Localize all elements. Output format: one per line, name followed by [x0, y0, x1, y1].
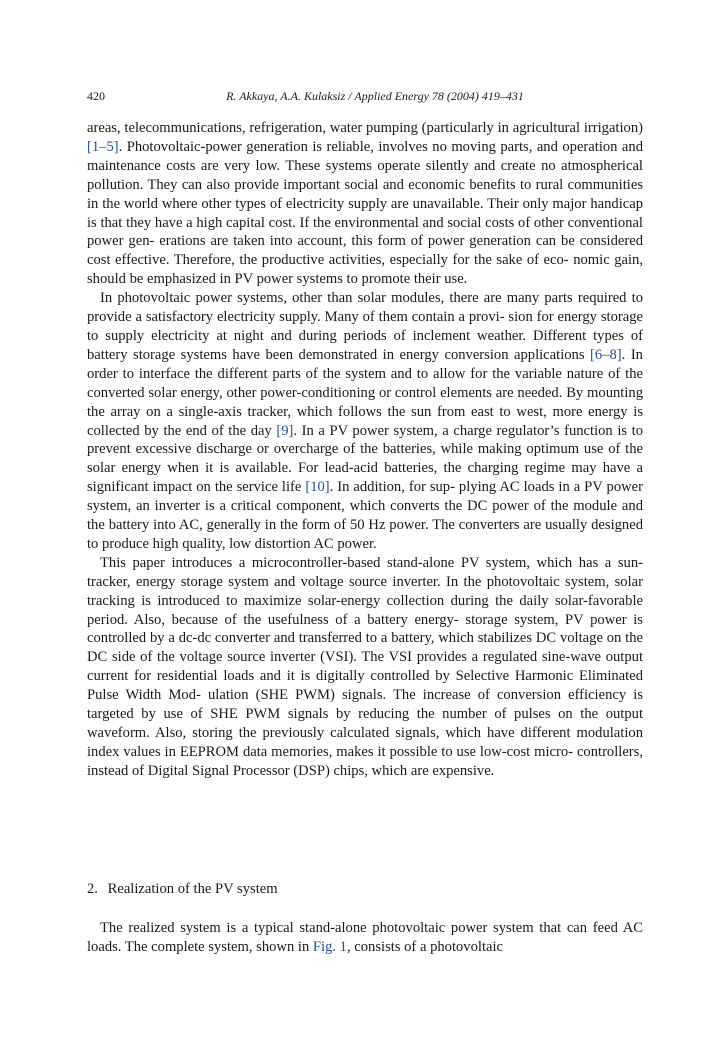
section-title: Realization of the PV system: [107, 881, 278, 897]
section-body: [87, 919, 643, 957]
citation-link[interactable]: [10]: [305, 479, 330, 496]
running-head: R. Akkaya, A.A. Kulaksiz / Applied Energy 78 (2004) 419–431: [226, 89, 524, 103]
text-segment: . In a PV power system, a charge regulator’s function is to prevent excessive discharge or overcharge of the batteries, while making optimum use of the solar energy when it is available. For lead-acid batteries, the charging regime may have a significant impact on the service life: [87, 422, 643, 496]
paragraph: [87, 119, 643, 289]
section-number: 2.: [87, 881, 98, 897]
page-header: [87, 88, 643, 104]
text-segment: The realized system is a typical stand-alone photovoltaic power system that can feed AC loads. The complete system, shown in: [87, 920, 643, 955]
figure-link[interactable]: Fig. 1: [312, 938, 347, 955]
paragraph: [87, 919, 643, 957]
text-segment: . In order to interface the different parts of the system and to allow for the variable nature of the converted solar energy, other power-conditioning or control elements are needed. By mounting the array on a single-axis tracker, which follows the sun from east to west, more energy is collected by the end of the day: [87, 346, 643, 439]
citation-link[interactable]: [6–8]: [590, 346, 622, 363]
article-body: [87, 119, 643, 781]
citation-link[interactable]: [9]: [276, 422, 294, 439]
section-heading: [87, 880, 278, 898]
text-segment: In photovoltaic power systems, other than solar modules, there are many parts required to provide a satisfactory electricity supply. Many of them contain a provi- sion for energy storage to supply electricity at night and during periods of inclement weather. Different types of battery storage systems have been demonstrated in energy conversion applications: [87, 290, 643, 363]
text-segment: This paper introduces a microcontroller-based stand-alone PV system, which has a sun-tracker, energy storage system and voltage source inverter. In the photovoltaic system, solar tracking is introduced to maximize solar-energy collection during the daily solar-favorable period. Also, because of the usefulness of a battery energy- storage system, PV power is controlled by a dc-dc converter and transferred to a battery, which stabilizes DC voltage on the DC side of the voltage source inverter (VSI). The VSI provides a regulated sine-wave output current for residential loads and it is digitally controlled by Selective Harmonic Eliminated Pulse Width Mod- ulation (SHE PWM) signals. The increase of conversion efficiency is targeted by use of SHE PWM signals by reducing the number of pulses on the output waveform. Also, storing the previously calculated signals, which have different modulation index values in EEPROM data memories, makes it possible to use low-cost micro- controllers, instead of Digital Signal Processor (DSP) chips, which are expensive.: [87, 554, 643, 779]
text-segment: . In addition, for sup- plying AC loads in a PV power system, an inverter is a critical component, which converts the DC power of the module and the battery into AC, generally in the form of 50 Hz power. The converters are usually designed to produce high quality, low distortion AC power.: [87, 479, 643, 552]
text-segment: . Photovoltaic-power generation is reliable, involves no moving parts, and operation and maintenance costs are very low. These systems operate silently and create no atmospherical pollution. They can also provide important social and economic benefits to rural communities in the world where other types of electricity supply are unavailable. Their only major handicap is that they have a high capital cost. If the environmental and social costs of other conventional power gen- erations are taken into account, this form of power generation can be considered cost effective. Therefore, the productive activities, especially for the sake of eco- nomic gain, should be emphasized in PV power systems to promote their use.: [87, 138, 643, 288]
paragraph: [87, 289, 643, 554]
text-segment: areas, telecommunications, refrigeration, water pumping (particularly in agricultural irrigation): [87, 120, 643, 136]
citation-link[interactable]: [1–5]: [87, 138, 119, 155]
paragraph: [87, 554, 643, 781]
page-number: 420: [87, 89, 105, 103]
text-segment: , consists of a photovoltaic: [346, 938, 504, 955]
